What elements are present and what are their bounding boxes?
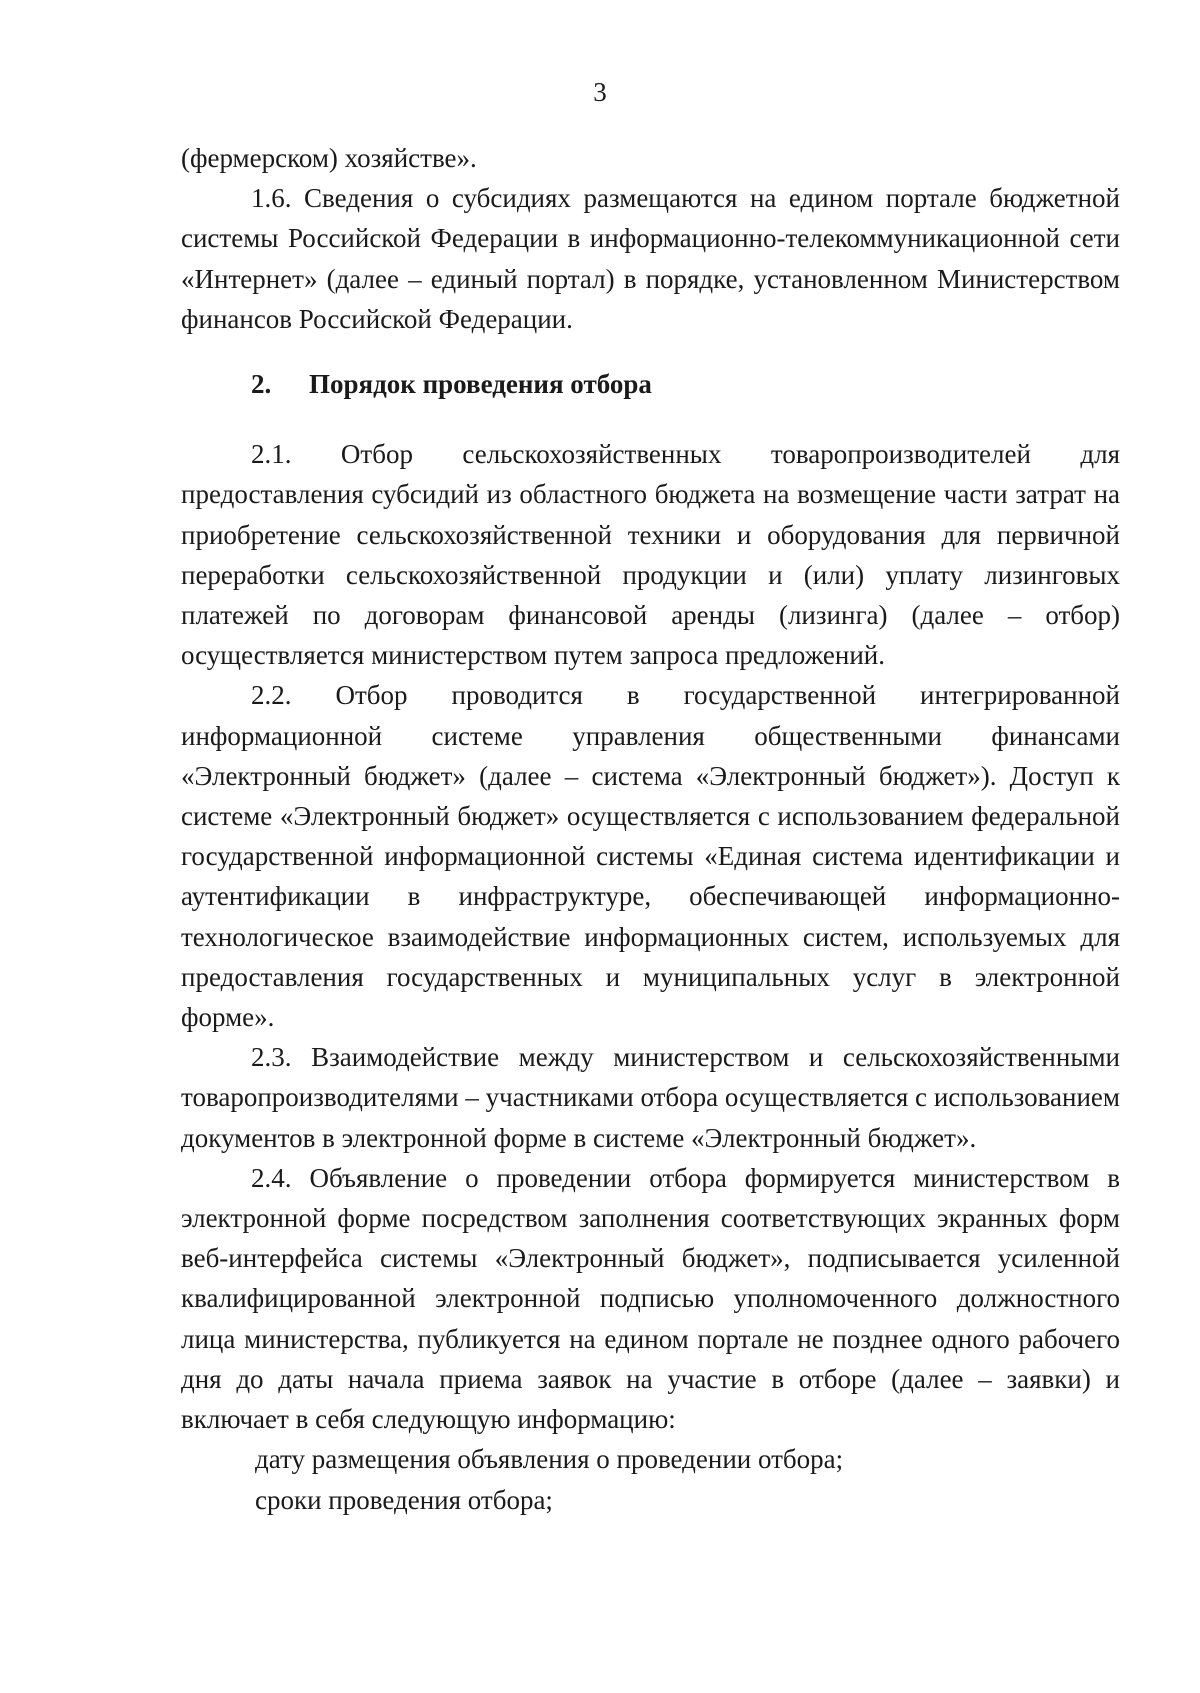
paragraph-2-2: 2.2. Отбор проводится в государственной интегрированной информационной системе управления общественными финансами «Электронный бюджет» (далее – система «Электронный бюджет»). Доступ к системе «Электронный бюджет» осуществляется с использованием федеральной государственной информационной системы «Единая система идентификации и аутентификации в инфраструктуре, обеспечивающей информационно-технологическое взаимодействие информационных систем, используемых для предоставления государственных и муниципальных услуг в электронной форме». xyxy=(181,680,1120,1033)
document-body xyxy=(181,138,1120,1520)
paragraph-2-4: 2.4. Объявление о проведении отбора формируется министерством в электронной форме посредством заполнения соответствующих экранных форм веб-интерфейса системы «Электронный бюджет», подписывается усиленной квалифицированной электронной подписью уполномоченного должностного лица министерства, публикуется на едином портале не позднее одного рабочего дня до даты начала приема заявок на участие в отборе (далее – заявки) и включает в себя следующую информацию: xyxy=(181,1162,1120,1435)
section-title: Порядок проведения отбора xyxy=(309,369,652,400)
paragraph-2-3: 2.3. Взаимодействие между министерством и сельскохозяйственными товаропроизводителями – участниками отбора осуществляется с использованием документов в электронной форме в системе «Электронный бюджет». xyxy=(181,1042,1120,1153)
section-heading xyxy=(181,364,1120,404)
list-item: дату размещения объявления о проведении отбора; xyxy=(255,1444,844,1475)
paragraph-continuation: (фермерском) хозяйстве». xyxy=(181,143,477,173)
page-number: 3 xyxy=(593,77,607,107)
list-item: сроки проведения отбора; xyxy=(255,1484,553,1515)
paragraph-1-6: 1.6. Сведения о субсидиях размещаются на едином портале бюджетной системы Российской Федерации в информационно-телекоммуникационной сети «Интернет» (далее – единый портал) в порядке, установленном Министерством финансов Российской Федерации. xyxy=(181,183,1120,334)
paragraph-2-1: 2.1. Отбор сельскохозяйственных товаропроизводителей для предоставления субсидий из областного бюджета на возмещение части затрат на приобретение сельскохозяйственной техники и оборудования для первичной переработки сельскохозяйственной продукции и (или) уплату лизинговых платежей по договорам финансовой аренды (лизинга) (далее – отбор) осуществляется министерством путем запроса предложений. xyxy=(181,439,1120,671)
section-number: 2. xyxy=(251,369,272,400)
